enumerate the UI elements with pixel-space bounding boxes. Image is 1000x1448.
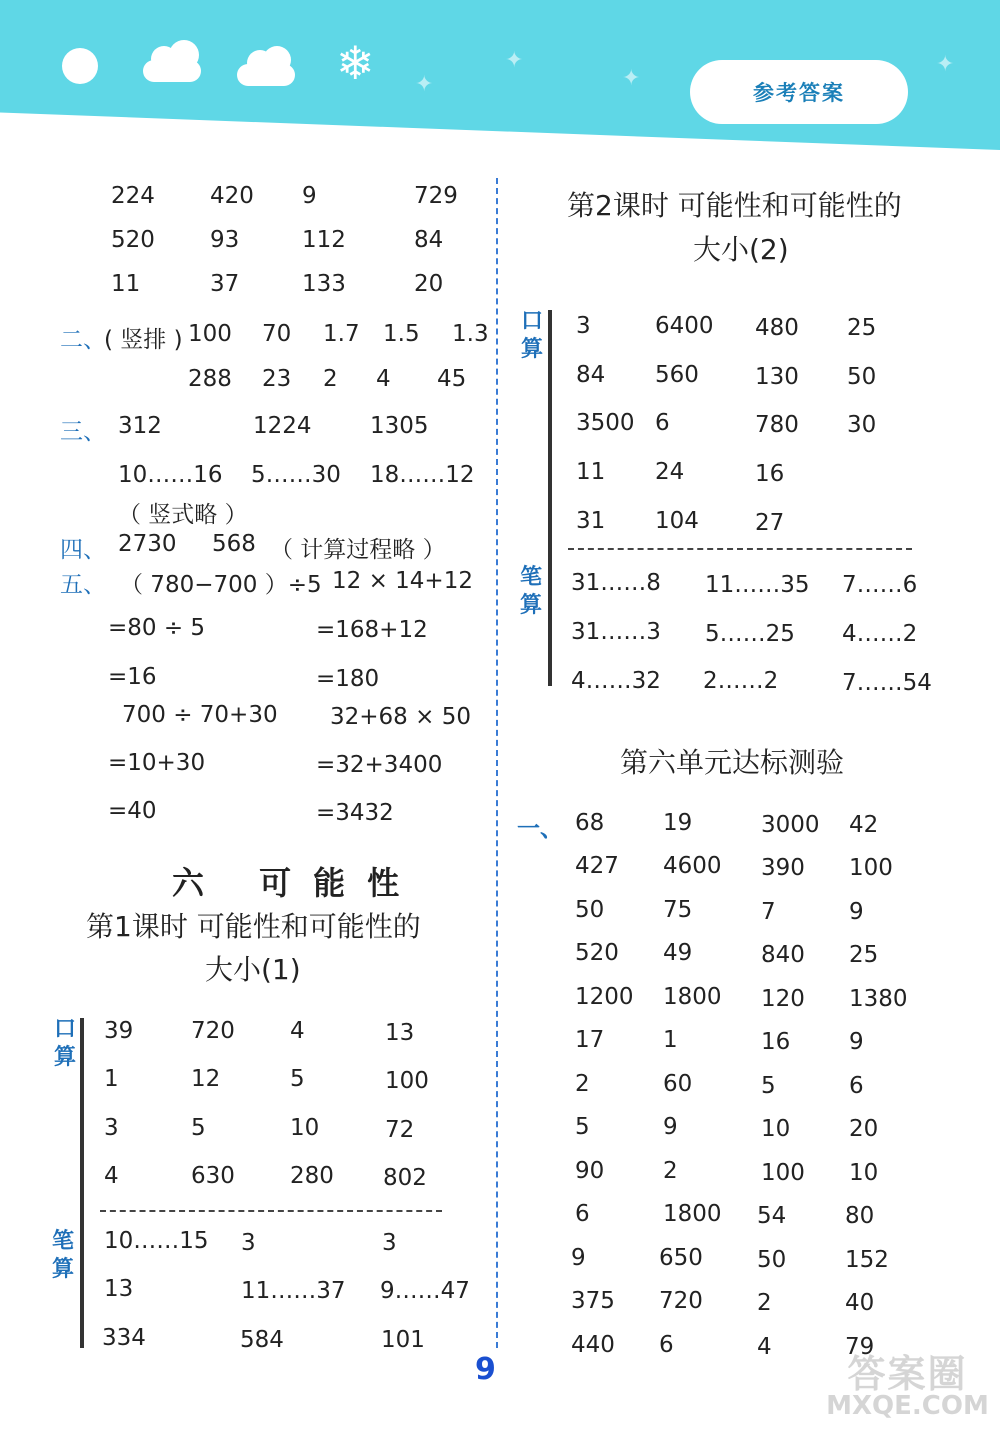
answer-value: 4600: [663, 853, 722, 879]
answer-value: 5: [761, 1073, 776, 1099]
answer-value: 375: [571, 1288, 615, 1314]
watermark-logo: [820, 1352, 995, 1421]
answer-value: 568: [212, 531, 256, 557]
answer-value: 1800: [663, 984, 722, 1010]
answer-value: 16: [755, 461, 785, 487]
answer-value: 9……47: [380, 1278, 470, 1304]
answer-value: 101: [381, 1327, 425, 1353]
calc-step: =40: [108, 798, 157, 824]
answer-value: 3: [104, 1115, 119, 1141]
calc-step: =80 ÷ 5: [108, 615, 206, 641]
answer-value: 280: [290, 1163, 334, 1189]
sparkle-icon: ✦: [415, 72, 434, 97]
column-divider: [496, 178, 498, 1348]
answer-value: 40: [845, 1290, 875, 1316]
answer-value: 7: [761, 899, 776, 925]
answer-value: 4: [757, 1334, 772, 1360]
answer-value: 1.5: [383, 321, 420, 347]
answer-value: 720: [191, 1018, 235, 1044]
snowflake-icon: ❄: [336, 36, 375, 90]
answer-value: 100: [849, 855, 893, 881]
answer-value: 50: [757, 1247, 787, 1273]
section-label: 一、: [517, 816, 563, 842]
answer-value: 10: [849, 1160, 879, 1186]
answer-value: 10: [761, 1116, 791, 1142]
answer-value: 7……54: [842, 670, 932, 696]
answer-value: 19: [663, 810, 693, 836]
answer-value: 79: [845, 1334, 875, 1360]
calc-step: =10+30: [108, 750, 206, 776]
answer-value: 25: [849, 942, 879, 968]
answer-value: 10……16: [118, 462, 223, 488]
answer-value: 2: [757, 1290, 772, 1316]
answer-value: 20: [414, 271, 444, 297]
answer-value: 10: [290, 1115, 320, 1141]
answer-value: 780: [755, 412, 799, 438]
answer-value: 224: [111, 183, 155, 209]
answer-value: 480: [755, 315, 799, 341]
answer-value: 650: [659, 1245, 703, 1271]
answer-value: 130: [755, 364, 799, 390]
answer-value: 11……37: [241, 1278, 346, 1304]
answer-value: 3000: [761, 812, 820, 838]
answer-value: 6400: [655, 313, 714, 339]
answer-value: 1380: [849, 986, 908, 1012]
sun-icon: [62, 48, 98, 84]
answer-value: 5: [290, 1066, 305, 1092]
answer-value: 133: [302, 271, 346, 297]
answer-key-label: 参考答案: [753, 81, 845, 105]
answer-value: 440: [571, 1332, 615, 1358]
answer-value: 68: [575, 810, 605, 836]
answer-value: 90: [575, 1158, 605, 1184]
answer-value: 584: [240, 1327, 284, 1353]
answer-value: 42: [849, 812, 879, 838]
answer-value: 2……2: [703, 668, 779, 694]
answer-value: 334: [102, 1325, 146, 1351]
answer-value: 840: [761, 942, 805, 968]
answer-value: 17: [575, 1027, 605, 1053]
answer-value: 5……30: [251, 462, 341, 488]
section-label: 五、: [60, 572, 106, 598]
calc-step: =3432: [316, 800, 394, 826]
answer-value: 560: [655, 362, 699, 388]
oral-calc-label: 口算: [520, 309, 543, 362]
answer-value: 729: [414, 183, 458, 209]
answer-value: 1: [104, 1066, 119, 1092]
answer-value: 6: [849, 1073, 864, 1099]
answer-value: 152: [845, 1247, 889, 1273]
answer-value: 4……2: [842, 621, 918, 647]
answer-value: 3500: [576, 410, 635, 436]
answer-value: 720: [659, 1288, 703, 1314]
answer-value: 39: [104, 1018, 134, 1044]
answer-value: 18……12: [370, 462, 475, 488]
answer-value: 54: [757, 1203, 787, 1229]
answer-value: 50: [575, 897, 605, 923]
answer-value: 1800: [663, 1201, 722, 1227]
answer-value: 1224: [253, 413, 312, 439]
answer-value: 9: [302, 183, 317, 209]
answer-value: 4: [290, 1018, 305, 1044]
answer-value: 60: [663, 1071, 693, 1097]
answer-value: 1: [663, 1027, 678, 1053]
answer-value: 27: [755, 510, 785, 536]
lesson-title: 第2课时 可能性和可能性的: [567, 189, 902, 222]
answer-value: 9: [663, 1114, 678, 1140]
answer-value: 1305: [370, 413, 429, 439]
written-calc-label: 笔算: [51, 1229, 74, 1282]
answer-value: 6: [575, 1201, 590, 1227]
answer-value: 12: [191, 1066, 221, 1092]
sparkle-icon: ✦: [936, 52, 955, 77]
unit-title: 六 可能性: [172, 864, 422, 902]
cloud-icon: [143, 60, 201, 82]
answer-value: 2: [663, 1158, 678, 1184]
calc-step: 700 ÷ 70+30: [122, 702, 278, 728]
answer-value: 16: [761, 1029, 791, 1055]
lesson-title-cont: 大小(1): [205, 953, 301, 986]
answer-value: 20: [849, 1116, 879, 1142]
answer-value: 1200: [575, 984, 634, 1010]
answer-value: 11: [111, 271, 141, 297]
section-label: 三、: [60, 419, 106, 445]
answer-value: 7……6: [842, 572, 918, 598]
rain-cloud-icon: [237, 64, 295, 86]
lesson-title: 第1课时 可能性和可能性的: [86, 910, 421, 943]
answer-value: 11……35: [705, 572, 810, 598]
section-bar: [548, 310, 552, 686]
section-note: （ 竖式略 ）: [118, 502, 248, 528]
answer-value: 112: [302, 227, 346, 253]
answer-value: 427: [575, 853, 619, 879]
answer-value: 5: [575, 1114, 590, 1140]
sparkle-icon: ✦: [505, 48, 524, 73]
answer-value: 1.3: [452, 321, 489, 347]
answer-value: 25: [847, 315, 877, 341]
answer-value: 6: [655, 410, 670, 436]
section-label: 四、: [60, 537, 106, 563]
answer-value: 100: [761, 1160, 805, 1186]
answer-value: 31……3: [571, 619, 661, 645]
answer-key-badge: [690, 60, 908, 124]
answer-value: 6: [659, 1332, 674, 1358]
answer-value: 100: [188, 321, 232, 347]
calc-step: =16: [108, 664, 157, 690]
answer-value: 31……8: [571, 570, 661, 596]
oral-calc-label: 口算: [53, 1017, 76, 1070]
answer-value: 72: [385, 1117, 415, 1143]
answer-value: 80: [845, 1203, 875, 1229]
answer-value: 9: [571, 1245, 586, 1271]
answer-value: 288: [188, 366, 232, 392]
answer-value: 9: [849, 899, 864, 925]
answer-value: 1.7: [323, 321, 360, 347]
calc-step: =168+12: [316, 617, 428, 643]
answer-value: 4: [104, 1163, 119, 1189]
answer-value: 312: [118, 413, 162, 439]
answer-value: 9: [849, 1029, 864, 1055]
answer-value: 420: [210, 183, 254, 209]
written-calc-label: 笔算: [519, 565, 542, 618]
answer-value: 4……32: [571, 668, 661, 694]
answer-value: 630: [191, 1163, 235, 1189]
answer-value: 5: [191, 1115, 206, 1141]
answer-value: 23: [262, 366, 292, 392]
answer-value: 13: [104, 1276, 134, 1302]
calc-step: （ 780−700 ）÷5: [120, 572, 322, 598]
section-separator: [100, 1210, 442, 1212]
calc-step: =180: [316, 666, 380, 692]
answer-value: 2: [323, 366, 338, 392]
sparkle-icon: ✦: [622, 66, 641, 91]
answer-value: 2: [575, 1071, 590, 1097]
answer-value: 120: [761, 986, 805, 1012]
answer-value: 3: [576, 313, 591, 339]
section-bar: [80, 1018, 84, 1348]
watermark-url: MXQE.COM: [826, 1391, 989, 1421]
answer-value: 31: [576, 508, 606, 534]
answer-value: 75: [663, 897, 693, 923]
answer-value: 3: [241, 1230, 256, 1256]
answer-value: 13: [385, 1020, 415, 1046]
answer-value: 93: [210, 227, 240, 253]
answer-value: 802: [383, 1165, 427, 1191]
answer-value: 4: [376, 366, 391, 392]
calc-step: =32+3400: [316, 752, 443, 778]
answer-value: 2730: [118, 531, 177, 557]
calc-step: 12 × 14+12: [332, 568, 473, 594]
watermark-text: 答案圈: [847, 1352, 968, 1396]
answer-value: 100: [385, 1068, 429, 1094]
answer-value: 49: [663, 940, 693, 966]
answer-value: 45: [437, 366, 467, 392]
section-note: （ 计算过程略 ）: [270, 537, 446, 563]
answer-value: 70: [262, 321, 292, 347]
answer-value: 5……25: [705, 621, 795, 647]
section-note: ( 竖排 ): [104, 327, 183, 353]
answer-value: 390: [761, 855, 805, 881]
answer-value: 104: [655, 508, 699, 534]
answer-value: 11: [576, 459, 606, 485]
answer-value: 3: [382, 1230, 397, 1256]
answer-value: 10……15: [104, 1228, 209, 1254]
section-label: 二、: [60, 327, 106, 353]
answer-value: 37: [210, 271, 240, 297]
answer-value: 30: [847, 412, 877, 438]
answer-value: 50: [847, 364, 877, 390]
answer-value: 24: [655, 459, 685, 485]
answer-value: 84: [576, 362, 606, 388]
test-title: 第六单元达标测验: [620, 746, 845, 779]
section-separator: [568, 548, 912, 550]
answer-value: 520: [111, 227, 155, 253]
page-number: 9: [475, 1352, 496, 1387]
lesson-title-cont: 大小(2): [693, 233, 789, 266]
calc-step: 32+68 × 50: [330, 704, 471, 730]
answer-value: 84: [414, 227, 444, 253]
answer-value: 520: [575, 940, 619, 966]
